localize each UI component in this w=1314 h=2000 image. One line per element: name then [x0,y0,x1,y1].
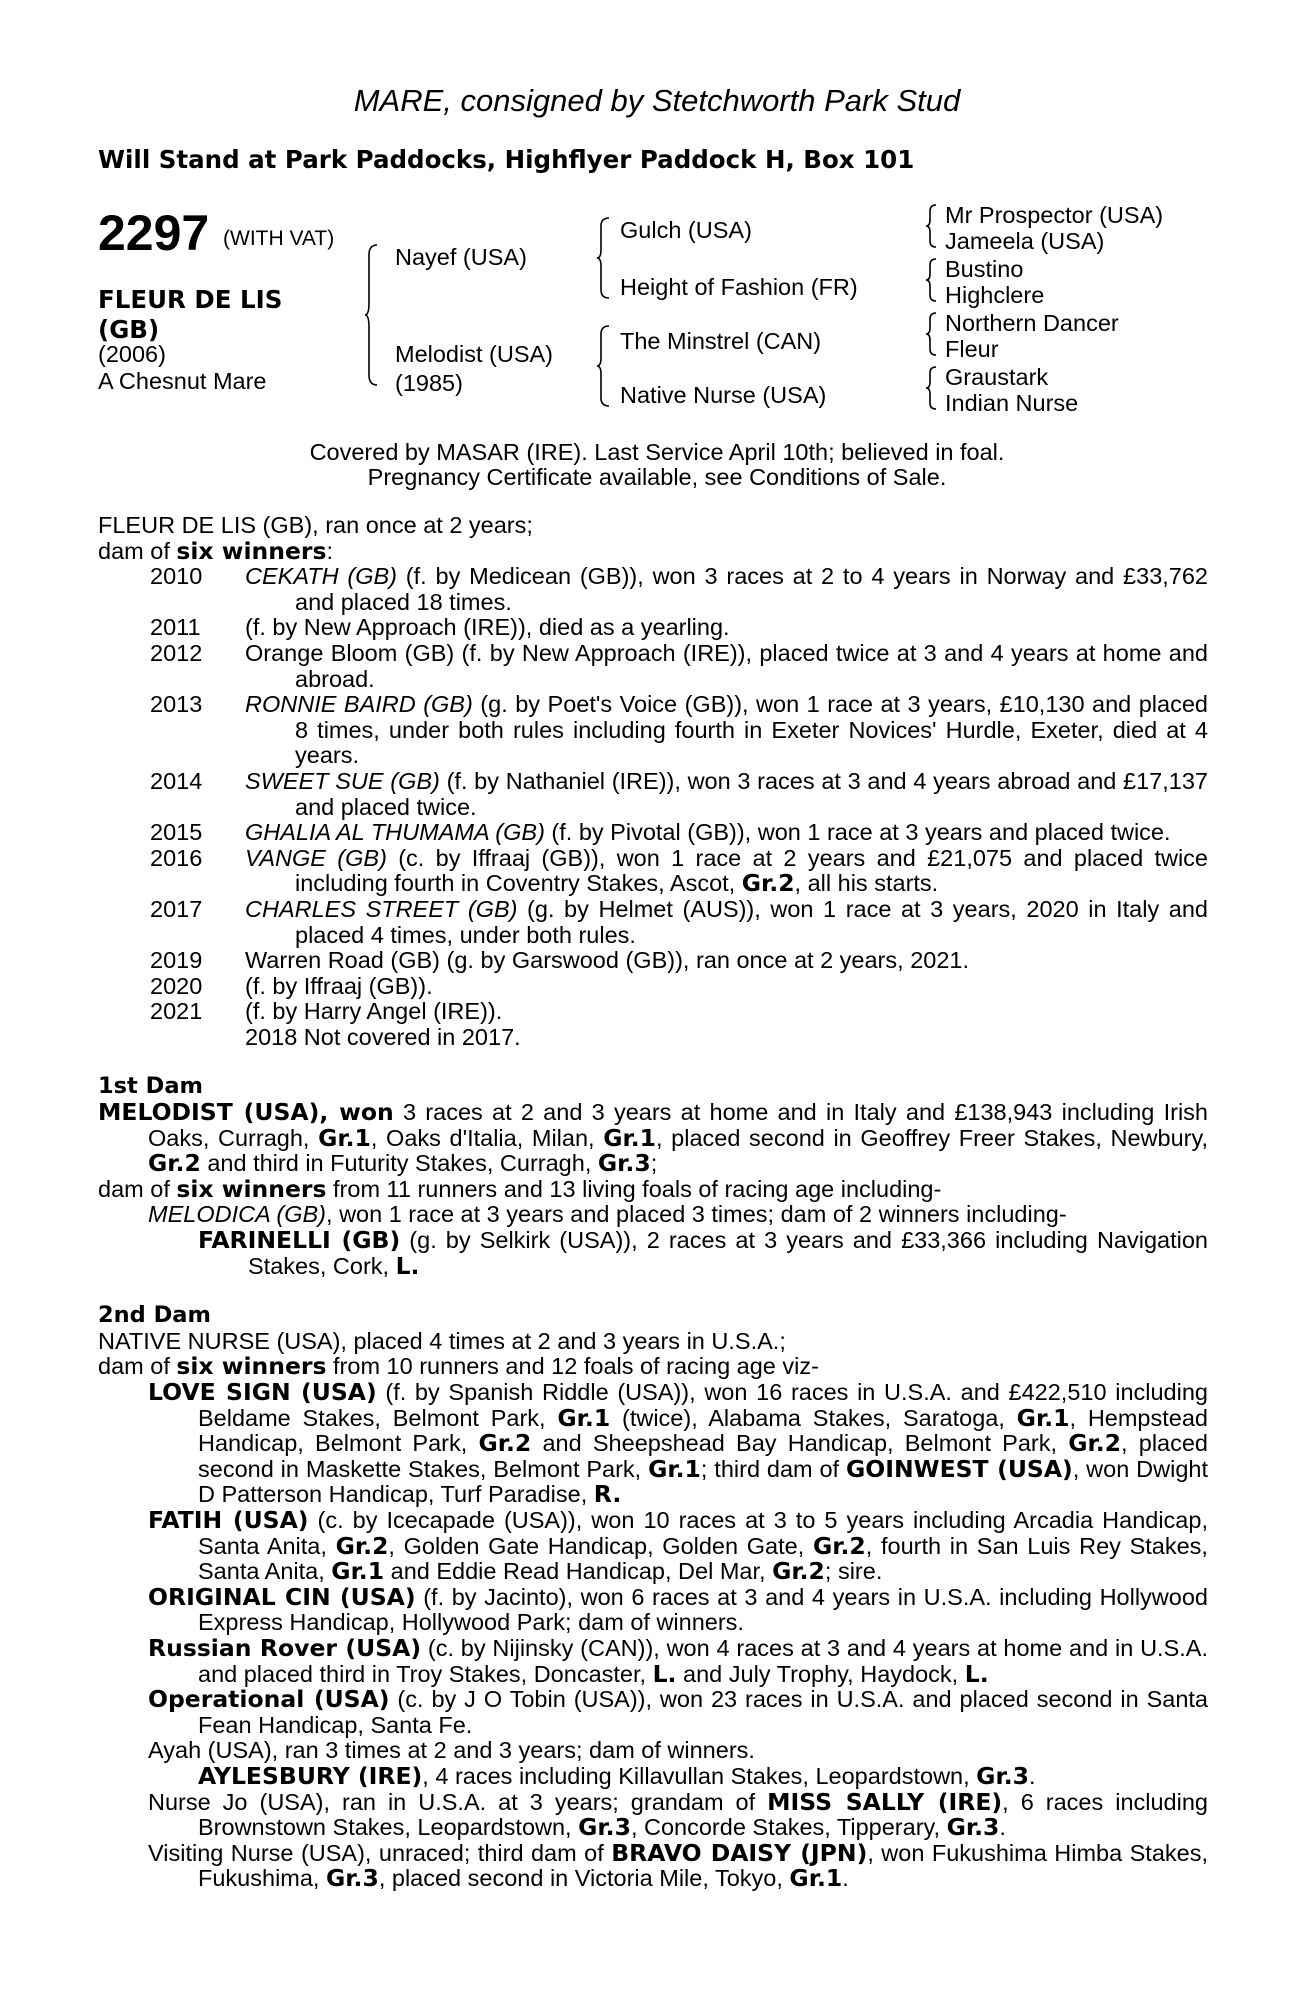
produce-year: 2012 [150,639,203,666]
aylesbury-entry [198,1761,1208,1790]
produce-text: , placed second in Maskette Stakes, Belmont Park, [198,1430,1209,1482]
second-dam-section [98,1303,1208,1892]
produce-name: FARINELLI (GB) [198,1226,401,1255]
covering-note: Covered by MASAR (IRE). Last Service April 10th; believed in foal. [309,439,1005,465]
produce-entry [245,692,1208,769]
race-grade: Gr.1 [331,1557,385,1586]
dam-text: , Oaks d'Italia, Milan, [370,1124,604,1151]
race-grade: Gr.2 [148,1149,201,1178]
race-grade: Gr.3 [578,1813,631,1842]
russian-rover-entry [148,1633,1208,1688]
race-grade: Gr.1 [648,1454,701,1483]
race-grade: R. [593,1480,622,1509]
horse-year: (2006) [98,341,166,367]
produce-name: ORIGINAL CIN (USA) [148,1582,416,1611]
produce-text: , Hempstead Handicap, Belmont Park, [198,1404,1208,1457]
produce-text: (c. by Iffraaj (GB)), won 1 race at 2 years and £21,075 and placed twice including fourth in Coventry Stakes, Ascot, [295,844,1208,897]
descendant-name: GOINWEST (USA) [845,1454,1073,1483]
produce-text: Warren Road (GB) (g. by Garswood (GB)), ran once at 2 years, 2021. [245,947,970,974]
race-grade: Gr.2 [772,1557,825,1586]
pedigree-dam-year: (1985) [395,370,463,396]
produce-text: , won Dwight D Patterson Handicap, Turf Paradise, [198,1455,1208,1508]
produce-text: . [999,1814,1006,1841]
produce-entry [245,974,1208,1000]
race-grade: Gr.1 [557,1403,611,1432]
produce-year: 2021 [150,998,203,1025]
pedigree-gen3-1: Mr Prospector (USA) [945,202,1164,228]
dam-text: from 11 runners and 13 living foals of racing age including- [326,1175,942,1202]
farinelli-entry [198,1228,1208,1279]
ayah-entry: Ayah (USA), ran 3 times at 2 and 3 years; dam of winners. [148,1737,755,1764]
pedigree-brace-dam [597,326,611,406]
pedigree-dam: Melodist (USA) [395,341,554,367]
dam-text: 3 races at 2 and 3 years at home and in Italy and £138,943 including Irish Oaks, Curragh, [148,1099,1208,1151]
produce-name: Russian Rover (USA) [148,1633,422,1662]
lot-number: 2297 [98,205,210,261]
produce-text: (g. by Selkirk (USA)), 2 races at 3 years and £33,366 including Navigation Stakes, Cork, [248,1227,1208,1279]
catalogue-body [98,513,1208,1892]
love-sign-entry [148,1380,1208,1508]
first-dam-section [98,1074,1208,1279]
horse-description: A Chesnut Mare [98,368,267,394]
dam-text: and third in Futurity Stakes, Curragh, [200,1150,598,1177]
produce-name: CHARLES STREET (GB) [245,895,518,922]
produce-text: and Sheepshead Bay Handicap, Belmont Park, [531,1430,1069,1457]
race-grade: Gr.2 [741,869,795,898]
produce-entry [245,999,1208,1025]
produce-text: Nurse Jo (USA), ran in U.S.A. at 3 years; grandam of [148,1788,768,1815]
produce-text: , placed second in Victoria Mile, Tokyo, [378,1865,790,1892]
pedigree-brace-gen3-4 [926,367,938,409]
pregnancy-note: Pregnancy Certificate available, see Conditions of Sale. [367,464,947,490]
produce-entry [245,820,1208,846]
produce-text: (g. by Poet's Voice (GB)), won 1 race at 3 years, £10,130 and placed 8 times, under both rules including fourth in Exeter Novices' Hurdle, Exeter, died at 4 years. [295,691,1208,769]
race-grade: Gr.1 [1016,1403,1070,1432]
produce-text: , won Fukushima Himba Stakes, Fukushima, [198,1839,1209,1892]
fatih-entry [148,1505,1208,1586]
produce-entry [245,846,1208,897]
produce-text: (c. by J O Tobin (USA)), won 23 races in U.S.A. and placed second in Santa Fean Handicap, Santa Fe. [198,1686,1208,1738]
produce-text: (c. by Nijinsky (CAN)), won 4 races at 3 and 4 years at home and in U.S.A. and placed third in Troy Stakes, Doncaster, [198,1634,1208,1687]
produce-name: GHALIA AL THUMAMA (GB) [245,819,545,846]
pedigree-gen3-2: Jameela (USA) [945,228,1105,254]
pedigree-brace-gen3-3 [926,313,938,355]
pedigree-gen2-sire-dam: Height of Fashion (FR) [620,274,858,300]
second-dam-heading: 2nd Dam [98,1302,211,1329]
produce-name: MELODICA (GB) [148,1201,327,1228]
produce-entry [245,769,1208,820]
visiting-nurse-entry [148,1838,1209,1893]
produce-year: 2020 [150,972,203,999]
colon: : [326,537,334,564]
horse-country: (GB) [98,315,160,344]
produce-text: , 4 races including Killavullan Stakes, Leopardstown, [422,1762,977,1789]
first-dam-entry [98,1100,1208,1177]
produce-entry [245,948,1208,974]
page-heading: MARE, consigned by Stetchworth Park Stud [353,83,961,118]
dam-name: MELODIST (USA), won [98,1098,394,1127]
horse-name: FLEUR DE LIS [98,285,283,314]
race-grade: Gr.1 [603,1123,657,1152]
produce-name: Operational (USA) [148,1685,390,1714]
produce-name: LOVE SIGN (USA) [148,1378,377,1406]
produce-text: ; third dam of [700,1455,846,1482]
produce-name: SWEET SUE (GB) [245,767,440,794]
melodica-entry [148,1202,1208,1228]
produce-entry [245,615,1208,641]
dam-text: ; [650,1150,658,1177]
race-grade: Gr.3 [946,1813,1000,1842]
produce-text: (f. by Harry Angel (IRE)). [245,998,503,1025]
winners-count: six winners [176,536,327,565]
race-grade: L. [652,1659,677,1688]
pedigree-brace-main [365,245,379,385]
dam-text: from 10 runners and 12 foals of racing age viz- [326,1353,819,1380]
produce-name: FATIH (USA) [148,1505,309,1534]
produce-name: VANGE (GB) [245,844,387,871]
produce-text: Visiting Nurse (USA), unraced; third dam of [148,1839,612,1866]
produce-year: 2019 [150,947,203,974]
race-grade: Gr.2 [1068,1429,1122,1458]
vat-note: (WITH VAT) [223,227,335,250]
dam-of-text: dam of [98,1175,177,1202]
second-dam-line: NATIVE NURSE (USA), placed 4 times at 2 and 3 years in U.S.A.; [98,1327,786,1354]
produce-text: ; sire. [824,1558,883,1585]
first-dam-produce-summary [98,1174,1208,1203]
pedigree-brace-sire [597,218,611,298]
first-dam-heading: 1st Dam [98,1073,203,1100]
produce-year: 2016 [150,844,203,871]
produce-text: (f. by Nathaniel (IRE)), won 3 races at 3 and 4 years abroad and £17,137 and placed twice. [295,767,1208,820]
pedigree-gen3-3: Bustino [945,256,1024,282]
produce-text: , Concorde Stakes, Tipperary, [630,1814,947,1841]
produce-text: , won 1 race at 3 years and placed 3 times; dam of 2 winners including- [326,1201,1067,1228]
pedigree-gen3-7: Graustark [945,364,1049,390]
produce-text: . [842,1865,849,1892]
operational-entry [148,1687,1208,1738]
winners-count: six winners [176,1352,327,1381]
produce-text: (f. by Jacinto), won 6 races at 3 and 4 years in U.S.A. including Hollywood Express Handicap, Hollywood Park; dam of winners. [198,1583,1208,1636]
produce-text: . [1028,1762,1036,1789]
pedigree-gen2-dam-dam: Native Nurse (USA) [620,382,827,408]
race-grade: Gr.1 [318,1123,371,1152]
produce-text: , fourth in San Luis Rey Stakes, Santa Anita, [198,1532,1208,1585]
produce-year: 2017 [150,895,203,922]
not-covered-note: 2018 Not covered in 2017. [245,1023,521,1050]
race-grade: Gr.2 [478,1429,532,1458]
race-grade: Gr.2 [812,1531,866,1560]
pedigree-brace-gen3-1 [926,205,938,247]
produce-entry [245,897,1208,948]
produce-text: Orange Bloom (GB) (f. by New Approach (IRE)), placed twice at 3 and 4 years at home and abroad. [245,639,1208,692]
race-grade: Gr.1 [789,1864,843,1893]
descendant-name: AYLESBURY (IRE) [198,1761,423,1790]
produce-text: (f. by Spanish Riddle (USA)), won 16 races in U.S.A. and £422,510 including Beldame Stakes, Belmont Park, [198,1379,1208,1431]
produce-text: (g. by Helmet (AUS)), won 1 race at 3 years, 2020 in Italy and placed 4 times, under both rules. [295,895,1208,948]
race-grade: Gr.2 [335,1531,389,1560]
race-grade: Gr.3 [326,1864,379,1893]
produce-text: and Eddie Read Handicap, Del Mar, [384,1558,773,1585]
winners-count: six winners [176,1174,327,1203]
dam-text: , placed second in Geoffrey Freer Stakes, Newbury, [656,1124,1208,1151]
produce-entry [245,641,1208,692]
produce-text: (f. by New Approach (IRE)), died as a yearling. [245,614,730,641]
descendant-name: BRAVO DAISY (JPN) [611,1838,868,1867]
intro-line: FLEUR DE LIS (GB), ran once at 2 years; [98,512,533,538]
produce-year: 2013 [150,691,203,718]
produce-entry [245,564,1208,615]
race-grade: L. [395,1251,420,1280]
spacer [150,1025,195,1051]
produce-record [98,564,1208,1050]
pedigree-gen3-6: Fleur [945,336,999,362]
produce-text: , Golden Gate Handicap, Golden Gate, [388,1532,813,1559]
pedigree-sire: Nayef (USA) [395,244,527,270]
pedigree-gen2-dam-sire: The Minstrel (CAN) [620,328,822,354]
nurse-jo-entry [148,1787,1208,1842]
produce-text: (f. by Medicean (GB)), won 3 races at 2 to 4 years in Norway and £33,762 and placed 18 times. [295,563,1208,615]
pedigree-gen3-4: Highclere [945,282,1045,308]
produce-name: CEKATH (GB) [245,563,397,590]
produce-text: , all his starts. [794,870,939,897]
race-grade: Gr.3 [597,1149,651,1178]
pedigree-brace-gen3-2 [926,259,938,301]
produce-text: , 6 races including Brownstown Stakes, Leopardstown, [198,1788,1208,1841]
race-grade: L. [964,1659,989,1688]
produce-name: RONNIE BAIRD (GB) [245,691,473,718]
dam-of-text: dam of [98,1353,177,1380]
descendant-name: MISS SALLY (IRE) [767,1787,1003,1816]
pedigree-gen3-8: Indian Nurse [945,390,1079,416]
intro-dam-of [98,536,1208,565]
produce-text: (c. by Icecapade (USA)), won 10 races at 3 to 5 years including Arcadia Handicap, Santa Anita, [198,1506,1208,1559]
race-grade: Gr.3 [976,1761,1029,1790]
produce-year: 2015 [150,819,203,846]
produce-year: 2010 [150,563,203,590]
produce-text: (twice), Alabama Stakes, Saratoga, [610,1404,1017,1431]
original-cin-entry [148,1582,1208,1636]
produce-year: 2014 [150,767,203,794]
second-dam-produce-summary [98,1354,1208,1380]
produce-text: (f. by Iffraaj (GB)). [245,972,433,999]
dam-of-text: dam of [98,537,177,564]
pedigree-gen3-5: Northern Dancer [945,310,1119,336]
produce-text: (f. by Pivotal (GB)), won 1 race at 3 years and placed twice. [544,819,1171,846]
produce-year: 2011 [150,614,201,641]
stand-location: Will Stand at Park Paddocks, Highflyer Paddock H, Box 101 [98,145,915,174]
produce-text: and July Trophy, Haydock, [676,1660,965,1687]
pedigree-gen2-sire-sire: Gulch (USA) [620,217,752,243]
